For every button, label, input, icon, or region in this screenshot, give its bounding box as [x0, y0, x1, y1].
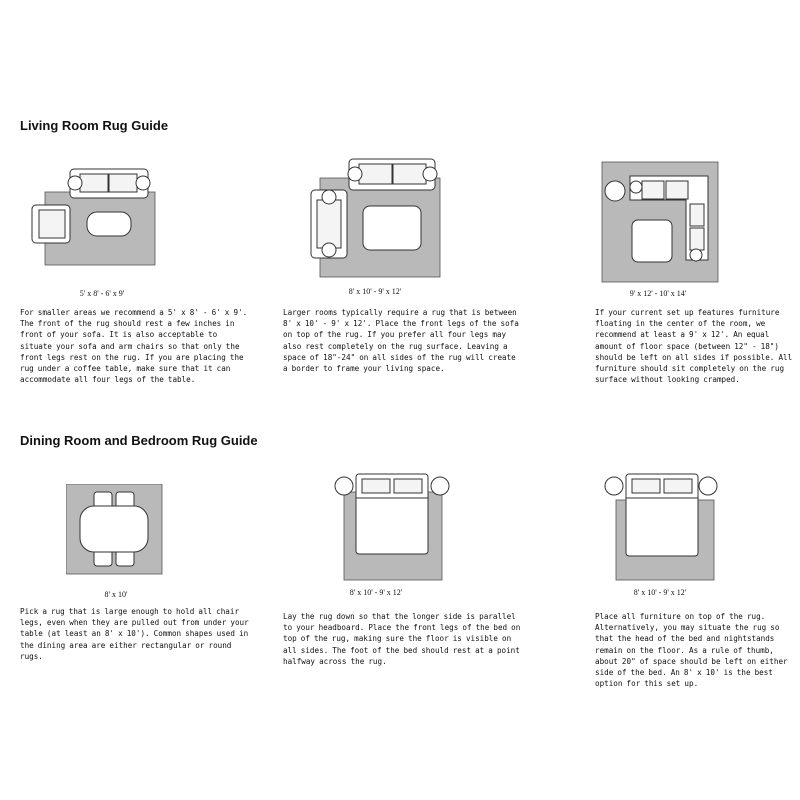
- nightstand-lamp-icon: [335, 477, 353, 495]
- living-large-rug-diagram: [600, 160, 720, 285]
- sofa-icon: [348, 159, 437, 190]
- coffee-table-icon: [87, 212, 131, 236]
- size-label-bedroom-1: 8' x 10' - 9' x 12': [349, 588, 403, 597]
- nightstand-lamp-icon: [699, 477, 717, 495]
- living-room-title: Living Room Rug Guide: [20, 118, 169, 133]
- bed-icon: [626, 474, 698, 556]
- coffee-table-icon: [632, 220, 672, 262]
- armchair-icon: [32, 205, 70, 243]
- size-label-living-3: 9' x 12' - 10' x 14': [629, 289, 687, 298]
- nightstand-lamp-icon: [431, 477, 449, 495]
- size-label-living-1: 5' x 8' - 6' x 9': [79, 289, 125, 298]
- dining-rug-diagram: [66, 484, 166, 576]
- desc-living-2: Larger rooms typically require a rug that is between 8' x 10' - 9' x 12'. Place the front legs of the sofa on top of the rug. If you prefer all four legs may also rest completely on the rug surface. Leaving a space of 18"-24" on all sides of the rug will create a border to frame your living space.: [283, 308, 519, 374]
- armchair-icon: [311, 190, 347, 258]
- desc-bedroom-1: Lay the rug down so that the longer side is parallel to your headboard. Place the front legs of the bed on top of the rug, making sure the floor is visible on all sides. The foot of the bed should rest at a point halfway across the rug.: [283, 612, 521, 666]
- living-medium-rug-diagram: [305, 152, 445, 282]
- desc-dining-1: Pick a rug that is large enough to hold all chair legs, even when they are pulled out from under your table (at least an 8' x 10'). Common shapes used in the dining area are either rectangular or round rugs.: [20, 607, 249, 661]
- living-small-rug-diagram: [25, 160, 165, 270]
- bed-icon: [356, 474, 428, 554]
- bedroom-rug-diagram-1: [332, 470, 452, 585]
- sofa-icon: [68, 169, 150, 198]
- dining-bedroom-title: Dining Room and Bedroom Rug Guide: [20, 433, 258, 448]
- side-table-icon: [605, 181, 625, 201]
- desc-living-1: For smaller areas we recommend a 5' x 8' - 6' x 9'. The front of the rug should rest a few inches in front of your sofa. It is also acceptable to situate your sofa and arm chairs so that only the front legs rest on the rug. If you are placing the rug under a coffee table, make sure that it can accommodate all four legs of the table.: [20, 308, 248, 385]
- bedroom-rug-diagram-2: [600, 470, 720, 585]
- desc-bedroom-2: Place all furniture on top of the rug. Alternatively, you may situate the rug so that the head of the bed and nightstands remain on the floor. As a rule of thumb, about 20" of space should be left on either side of the bed. An 8' x 10' is the best option for this set up.: [595, 612, 788, 689]
- size-label-bedroom-2: 8' x 10' - 9' x 12': [633, 588, 687, 597]
- dining-table-icon: [80, 506, 148, 552]
- coffee-table-icon: [363, 206, 421, 250]
- size-label-dining-1: 8' x 10': [104, 590, 128, 599]
- desc-living-3: If your current set up features furniture floating in the center of the room, we recommend at least a 9' x 12'. An equal amount of floor space (between 12" - 18") should be left on all sides if possible. All furniture should sit completely on the rug surface without looking cramped.: [595, 308, 793, 385]
- nightstand-lamp-icon: [605, 477, 623, 495]
- size-label-living-2: 8' x 10' - 9' x 12': [348, 287, 402, 296]
